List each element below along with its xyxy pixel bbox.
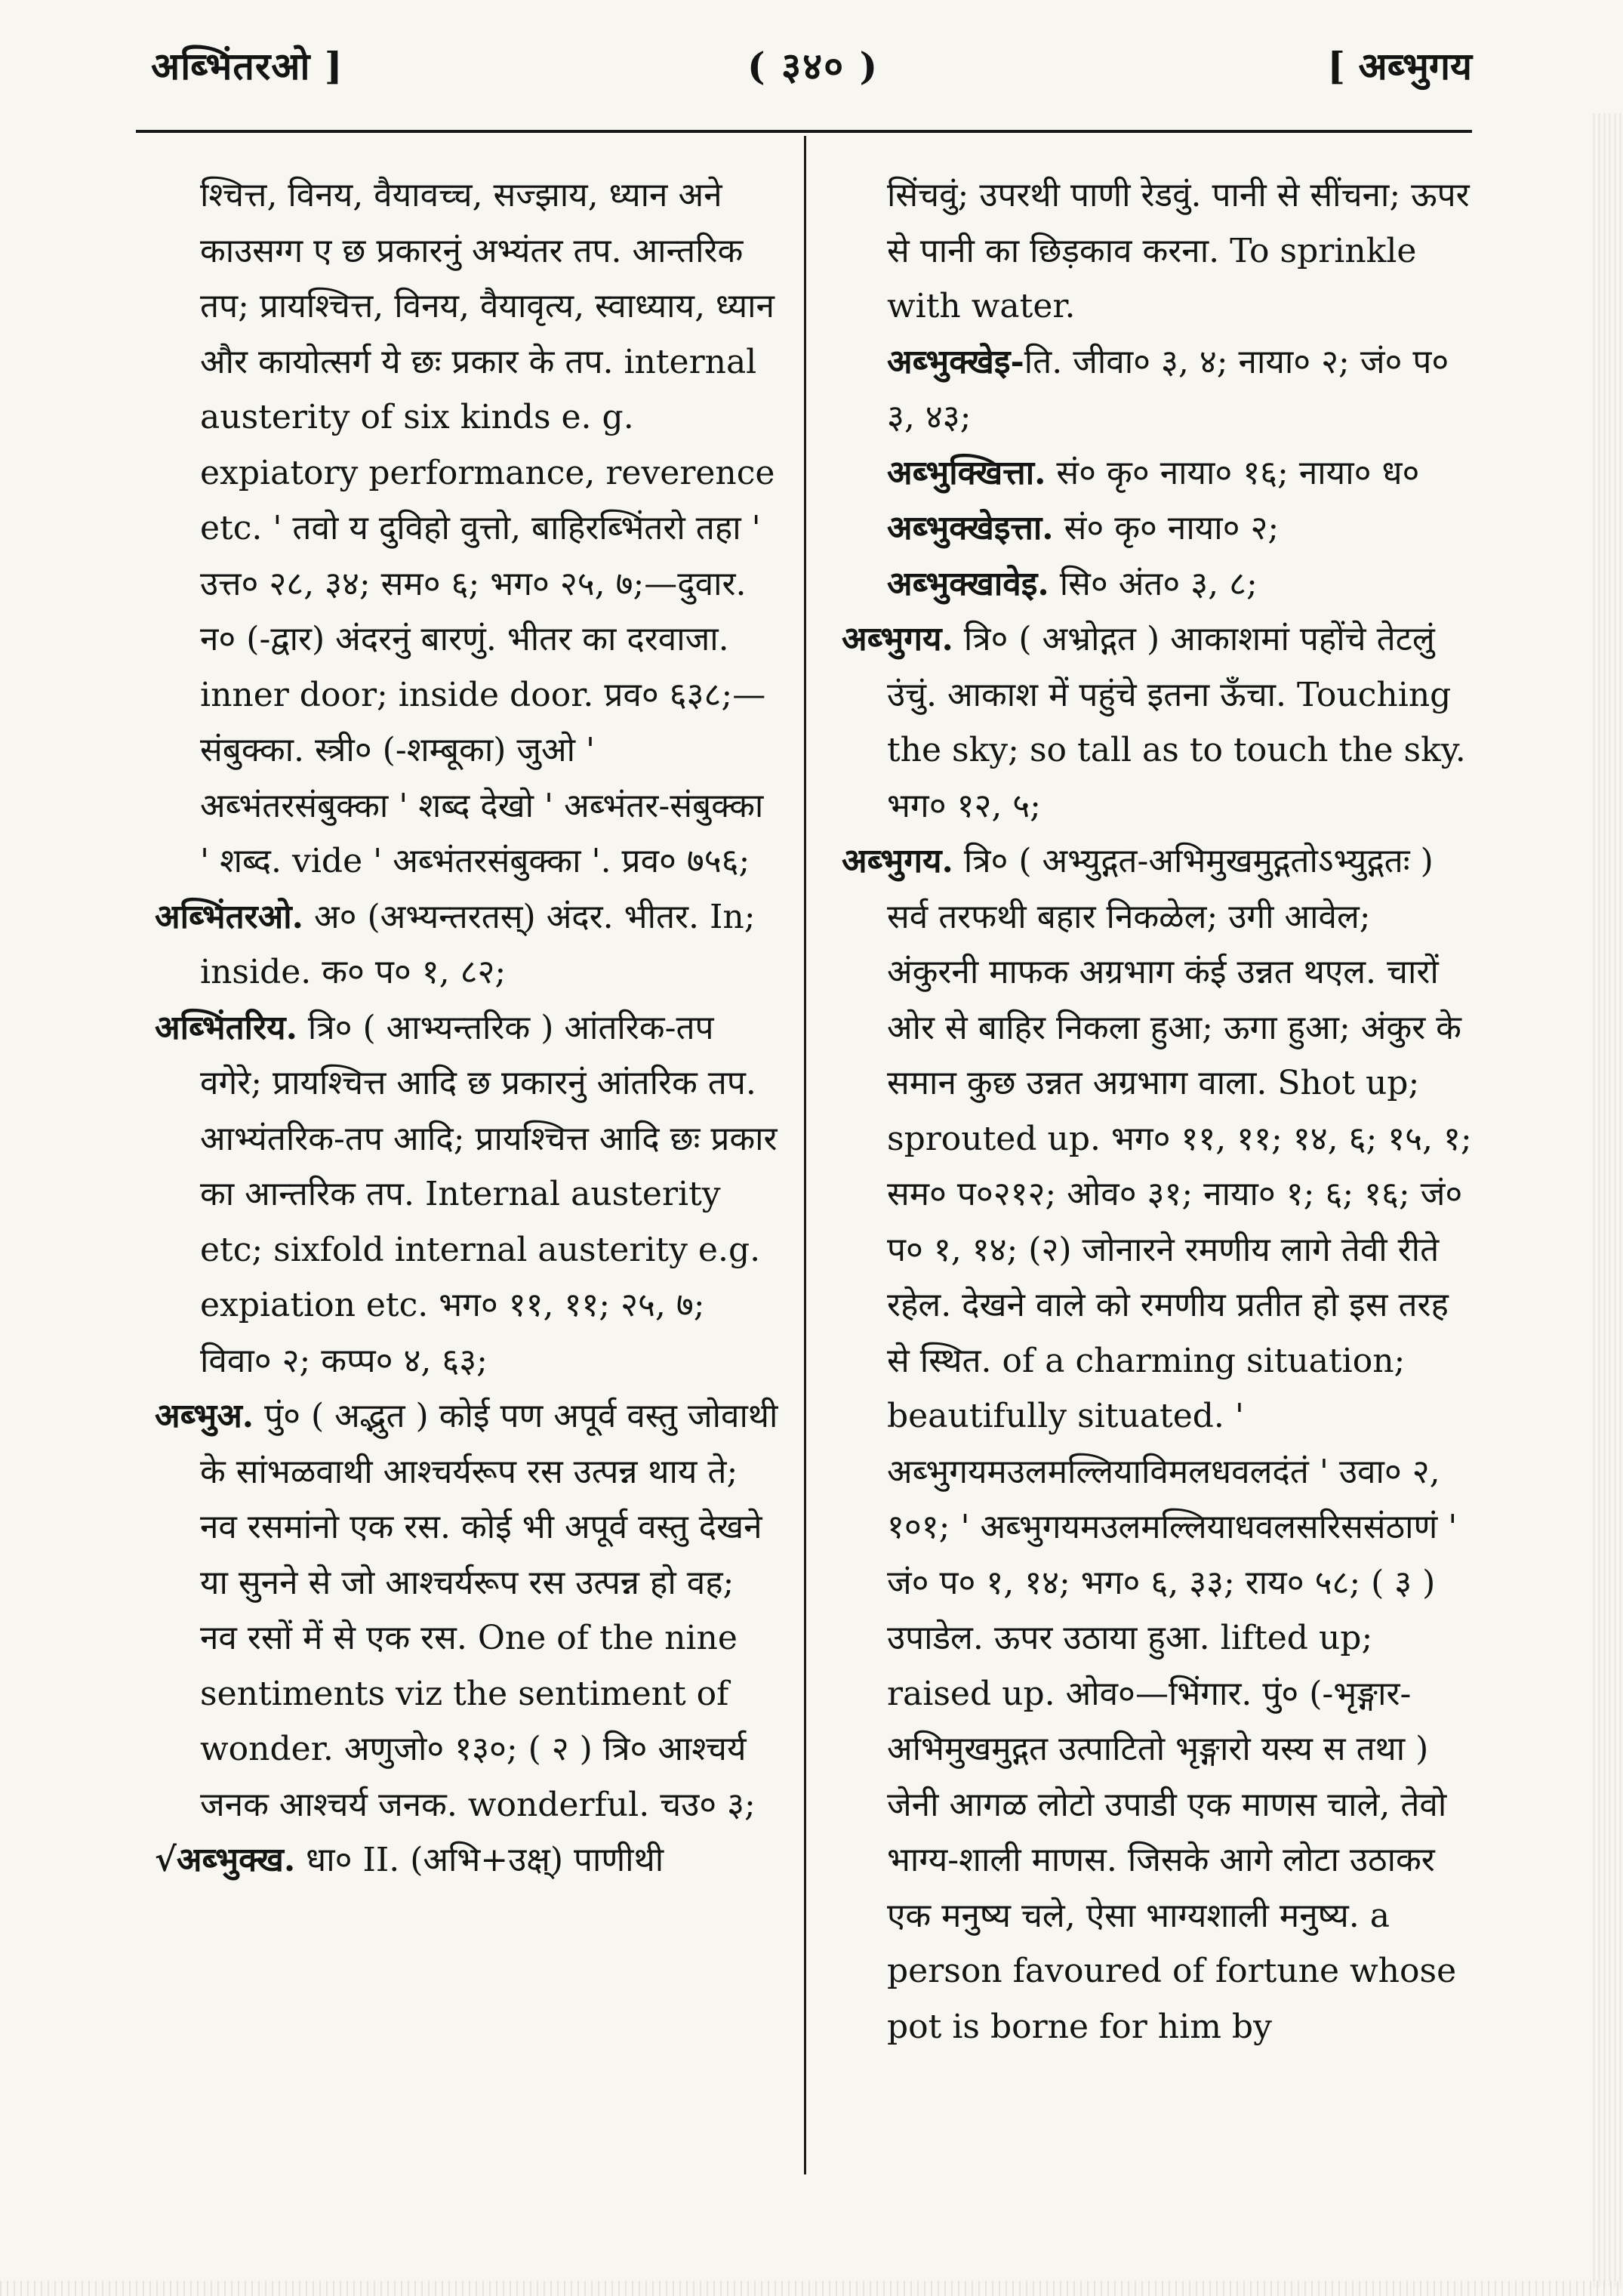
dictionary-entry: √अब्भुक्ख. धा० II. (अभि+उक्ष्) पाणीथी [155,1841,664,1879]
left-column [155,168,781,1888]
sub-entry: अब्भुक्खित्ता. सं० कृ० नाया० १६; नाया० ध० [887,453,1420,492]
dictionary-entry: अब्भुगय. त्रि० ( अभ्युद्गत-अभिमुखमुद्गतोऽभ्युद्गतः ) सर्व तरफथी बहार निकळेल; उगी आवेल; अंकुरनी माफक अग्रभाग कंई उन्नत थएल. चारों ओर से बाहिर निकला हुआ; ऊगा हुआ; अंकुर के समान कुछ उन्नत अग्रभाग वाला. Shot up; sprouted up. भग० ११, ११; १४, ६; १५, १; सम० प०२१२; ओव० ३१; नाया० १; ६; १६; जं० प० १, १४; (२) जोनारने रमणीय लागे तेवी रीते रहेल. देखने वाले को रमणीय प्रतीत हो इस तरह से स्थित. of a charming situation; beautifully situated. ' अब्भुगयमउलमल्लियाविमलधवलदंतं ' उवा० २, १०१; ' अब्भुगयमउलमल्लियाधवलसरिससंठाणं ' जं० प० १, १४; भग० ६, ३३; राय० ५८; ( ३ ) उपाडेल. ऊपर उठाया हुआ. lifted up; raised up. ओव०—भिंगार. पुं० (-भृङ्गार-अभिमुखमुद्गत उत्पाटितो भृङ्गारो यस्य स तथा ) जेनी आगळ लोटो उपाडी एक माणस चाले, तेवो भाग्य-शाली माणस. जिसके आगे लोटा उठाकर एक मनुष्य चले, ऐसा भाग्यशाली मनुष्य. a person favoured of fortune whose pot is borne for him by [842,842,1472,2046]
right-column [842,168,1472,2054]
headword: अब्भिंतरओ. [155,897,303,936]
header-left-guideword: अब्भिंतरओ ] [151,44,343,88]
page-edge-shadow [1593,113,1623,2288]
dictionary-entry: अब्भिंतरिय. त्रि० ( आभ्यन्तरिक ) आंतरिक-तप वगेरे; प्रायश्चित्त आदि छ प्रकारनुं आंतरिक तप. आभ्यंतरिक-तप आदि; प्रायश्चित्त आदि छः प्रकार का आन्तरिक तप. Internal austerity etc; sixfold internal austerity e.g. expiation etc. भग० ११, ११; २५, ७; विवा० २; कप्प० ४, ६३; [155,1008,778,1380]
headword: अब्भुगय. [842,620,953,658]
dictionary-entry: अब्भुअ. पुं० ( अद्भुत ) कोई पण अपूर्व वस्तु जोवाथी के सांभळवाथी आश्चर्यरूप रस उत्पन्न थाय ते; नव रसमांनो एक रस. कोई भी अपूर्व वस्तु देखने या सुनने से जो आश्चर्यरूप रस उत्पन्न हो वह; नव रसों में से एक रस. One of the nine sentiments viz the sentiment of wonder. अणुजो० १३०; ( २ ) त्रि० आश्चर्य जनक आश्चर्य जनक. wonderful. चउ० ३; [155,1397,778,1824]
headword: अब्भुगय. [842,842,953,880]
headword: अब्भिंतरिय. [155,1008,297,1047]
headword: अब्भुक्खावेइ. [887,564,1049,603]
page-bottom-edge [0,2281,1623,2296]
entry-continuation: श्चित्त, विनय, वैयावच्च, सज्झाय, ध्यान अने काउसग्ग ए छ प्रकारनुं अभ्यंतर तप. आन्तरिक तप; प्रायश्चित्त, विनय, वैयावृत्य, स्वाध्याय, ध्यान और कायोत्सर्ग ये छः प्रकार के तप. internal austerity of six kinds e. g. expiatory performance, reverence etc. ' तवो य दुविहो वुत्तो, बाहिरब्भिंतरो तहा ' उत्त० २८, ३४; सम० ६; भग० २५, ७;—दुवार. न० (-द्वार) अंदरनुं बारणुं. भीतर का दरवाजा. inner door; inside door. प्रव० ६३८;—संबुक्का. स्त्री० (-शम्बूका) जुओ ' अब्भंतरसंबुक्का ' शब्द देखो ' अब्भंतर-संबुक्का ' शब्द. vide ' अब्भंतरसंबुक्का '. प्रव० ७५६; [200,176,775,880]
sub-entry: अब्भुक्खेइ-ति. जीवा० ३, ४; नाया० २; जं० प० ३, ४३; [887,342,1449,436]
sub-entry: अब्भुक्खेइत्ता. सं० कृ० नाया० २; [887,509,1280,547]
headword: अब्भुक्खित्ता. [887,453,1046,492]
header-rule [136,130,1472,133]
headword: अब्भुक्खेइत्ता. [887,509,1054,547]
headword: अब्भुक्खेइ- [887,342,1024,381]
entry-continuation: सिंचवुं; उपरथी पाणी रेडवुं. पानी से सींचना; ऊपर से पानी का छिड़काव करना. To sprinkle with water. [887,176,1470,325]
headword: √अब्भुक्ख. [155,1841,296,1879]
dictionary-entry: अब्भिंतरओ. अ० (अभ्यन्तरतस्) अंदर. भीतर. In; inside. क० प० १, ८२; [155,897,756,991]
header-right-guideword: [ अब्भुगय [1327,44,1472,88]
dictionary-entry: अब्भुगय. त्रि० ( अभ्रोद्गत ) आकाशमां पहोंचे तेटलुं उंचुं. आकाश में पहुंचे इतना ऊँचा. Touching the sky; so tall as to touch the sky. भग० १२, ५; [842,620,1466,825]
column-divider [804,136,806,2174]
sub-entry: अब्भुक्खावेइ. सि० अंत० ३, ८; [887,564,1258,603]
headword: अब्भुअ. [155,1397,254,1435]
page-number: ( ३४० ) [747,44,879,88]
